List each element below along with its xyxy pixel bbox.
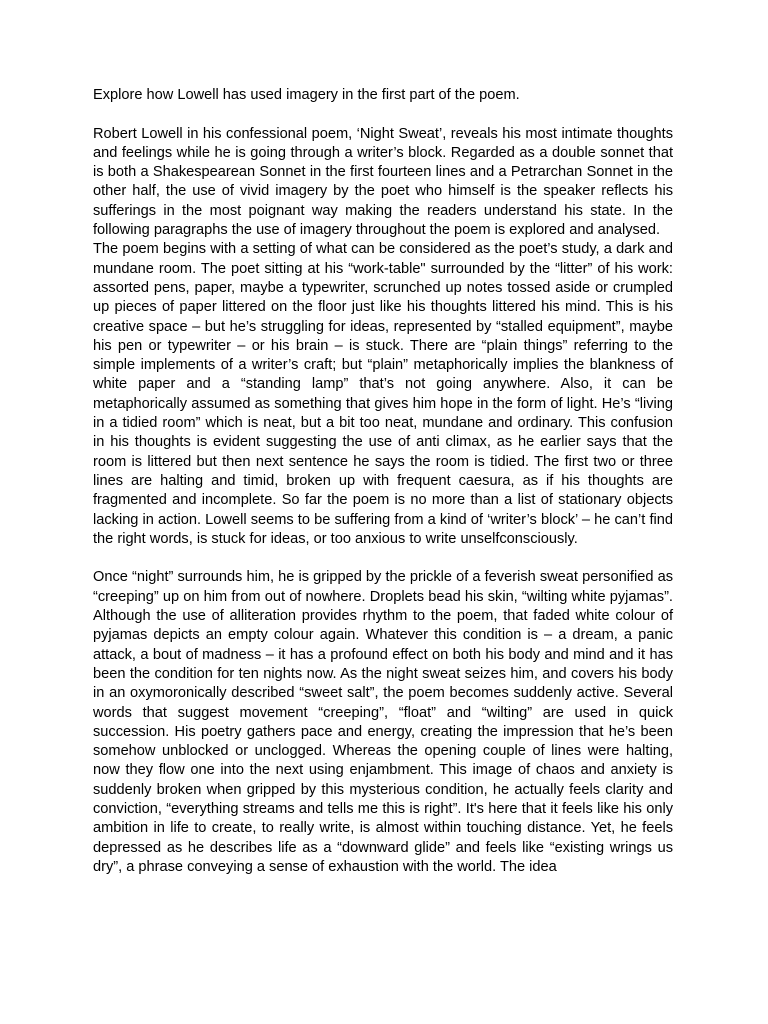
document-page	[93, 86, 673, 877]
paragraph-introduction: Robert Lowell in his confessional poem, ‘Night Sweat’, reveals his most intimate thoughts and feelings while he is going through a writer’s block. Regarded as a double sonnet that is both a Shakespearean Sonnet in the first fourteen lines and a Petrarchan Sonnet in the other half, the use of vivid imagery by the poet who himself is the speaker reflects his sufferings in the most poignant way making the readers understand his state. In the following paragraphs the use of imagery throughout the poem is explored and analysed.	[93, 125, 673, 239]
essay-prompt: Explore how Lowell has used imagery in the first part of the poem.	[93, 87, 520, 103]
paragraph-setting-analysis: The poem begins with a setting of what can be considered as the poet’s study, a dark and mundane room. The poet sitting at his “work-table" surrounded by the “litter” of his work: assorted pens, paper, maybe a typewriter, scrunched up notes tossed aside or crumpled up pieces of paper littered on the floor just like his thoughts littered his mind. This is his creative space – but he’s struggling for ideas, represented by “stalled equipment”, maybe his pen or typewriter – or his brain – is stuck. There are “plain things” referring to the simple implements of a writer’s craft; but “plain” metaphorically implies the blankness of white paper and a “standing lamp” that’s not going anywhere. Also, it can be metaphorically assumed as something that gives him hope in the form of light. He’s “living in a tidied room” which is neat, but a bit too neat, mundane and ordinary. This confusion in his thoughts is evident suggesting the use of anti climax, as he earlier says that the room is littered but then next sentence he says the room is tidied. The first two or three lines are halting and timid, broken up with frequent caesura, as if his thoughts are fragmented and incomplete. So far the poem is no more than a list of stationary objects lacking in action. Lowell seems to be suffering from a kind of ‘writer’s block’ – he can’t find the right words, is stuck for ideas, or too anxious to write unselfconsciously.	[93, 241, 673, 547]
paragraph-night-sweat-analysis: Once “night” surrounds him, he is gripped by the prickle of a feverish sweat personified as “creeping” up on him from out of nowhere. Droplets bead his skin, “wilting white pyjamas”. Although the use of alliteration provides rhythm to the poem, that faded white colour of pyjamas depicts an empty colour again. Whatever this condition is – a dream, a panic attack, a bout of madness – it has a profound effect on both his body and mind and it has been the condition for ten nights now. As the night sweat seizes him, and covers his body in an oxymoronically described “sweet salt”, the poem becomes suddenly active. Several words that suggest movement “creeping”, “float” and “wilting” are used in quick succession. His poetry gathers pace and energy, creating the impression that he’s been somehow unblocked or unclogged. Whereas the opening couple of lines were halting, now they flow one into the next using enjambment. This image of chaos and anxiety is suddenly broken when gripped by this mysterious condition, he actually feels clarity and conviction, “everything streams and tells me this is right”. It's here that it feels like his only ambition in life to create, to really write, is almost within touching distance. Yet, he feels depressed as he describes life as a “downward glide” and feels like “existing wrings us dry”, a phrase conveying a sense of exhaustion with the world. The idea	[93, 569, 673, 875]
